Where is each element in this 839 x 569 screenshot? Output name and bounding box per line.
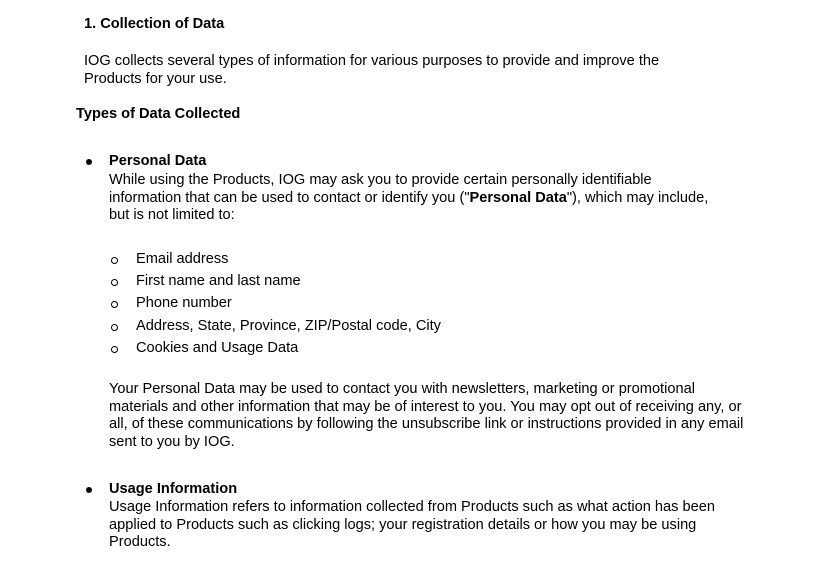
bullet-dot-icon	[86, 159, 92, 165]
personal-data-desc-before: While using the Products, IOG may ask you to provide certain personally identifiable information that can be used to contact or identify you ("	[109, 172, 652, 206]
personal-data-title: Personal Data	[109, 153, 207, 169]
circle-bullet-icon	[111, 324, 118, 331]
circle-bullet-icon	[111, 301, 118, 308]
list-item-text: First name and last name	[136, 273, 301, 289]
section-intro: IOG collects several types of information for various purposes to provide and improve the Products for your use.	[84, 53, 660, 87]
list-item-text: Address, State, Province, ZIP/Postal code, City	[136, 318, 441, 334]
usage-information-description: Usage Information refers to information collected from Products such as what action has been applied to Products such as clicking logs; your registration details or how you may be using Products.	[109, 499, 715, 550]
list-item-text: Cookies and Usage Data	[136, 340, 299, 356]
personal-data-usage-note: Your Personal Data may be used to contact you with newsletters, marketing or promotional materials and other information that may be of interest to you. You may opt out of receiving any, or all, of these communications by following the unsubscribe link or instructions provided in any email sent to you by IOG.	[109, 381, 744, 450]
circle-bullet-icon	[111, 279, 118, 286]
list-item-text: Phone number	[136, 295, 232, 311]
bullet-dot-icon	[86, 487, 92, 493]
section-title: 1. Collection of Data	[84, 16, 225, 32]
circle-bullet-icon	[111, 346, 118, 353]
usage-information-title: Usage Information	[109, 481, 238, 497]
personal-data-description	[109, 172, 709, 225]
personal-data-desc-bold: Personal Data	[469, 189, 567, 206]
list-item-text: Email address	[136, 251, 229, 267]
types-heading: Types of Data Collected	[76, 106, 241, 122]
circle-bullet-icon	[111, 257, 118, 264]
personal-data-desc-after: "), which may include, but is not limited to:	[109, 189, 709, 223]
